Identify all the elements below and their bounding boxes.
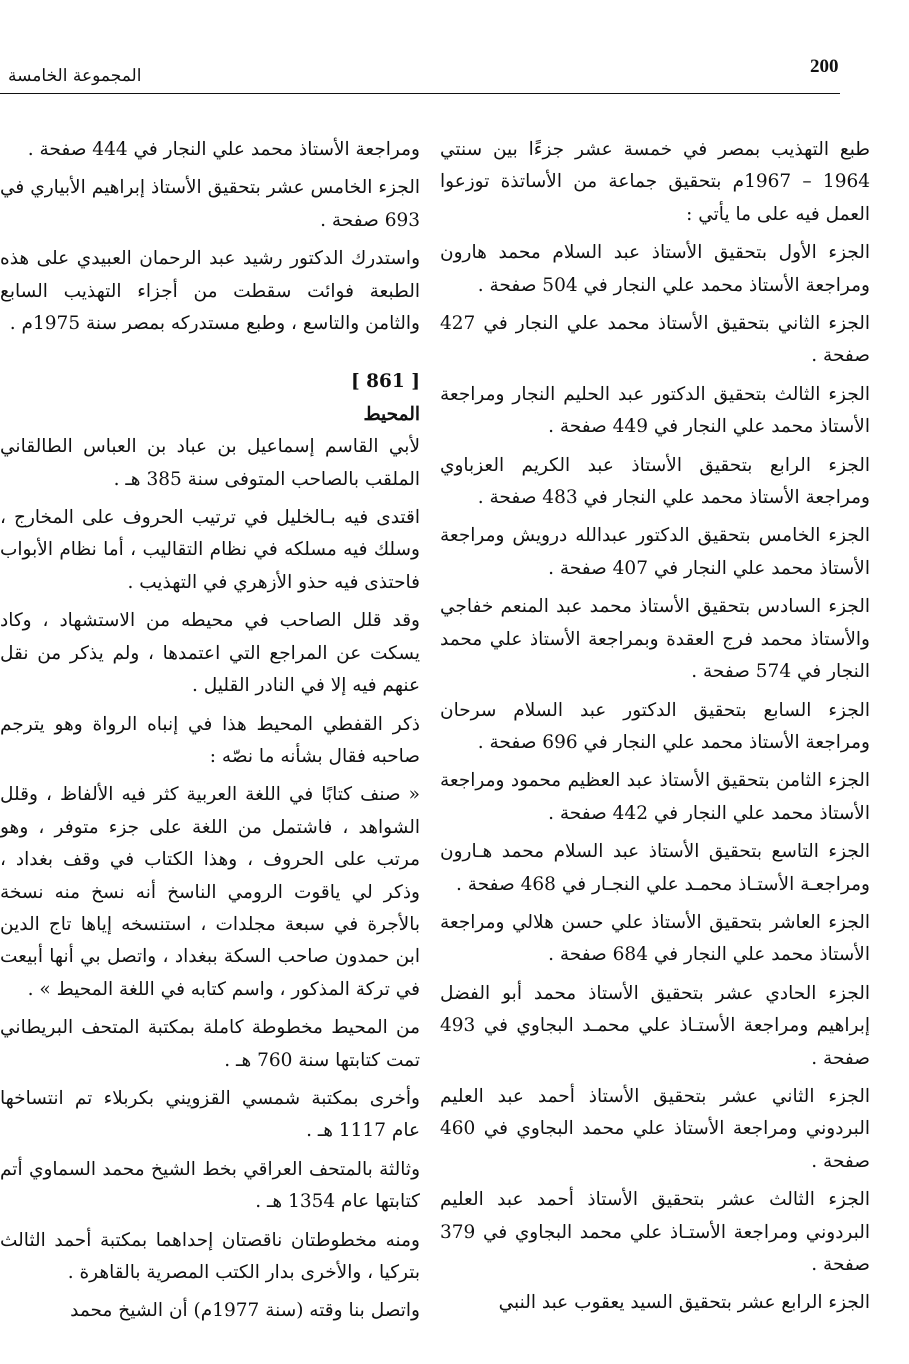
page-header xyxy=(0,48,909,96)
paragraph: وثالثة بالمتحف العراقي بخط الشيخ محمد السماوي أتم كتابتها عام 1354 هـ . xyxy=(0,1158,420,1213)
quote-paragraph: « صنف كتابًا في اللغة العربية كثر فيه الألفاظ ، وقلل الشواهد ، فاشتمل من اللغة على جزء متوفر ، وهو مرتب على الحروف ، وهذا الكتاب في وقف بغداد ، وذكر لي ياقوت الرومي الناسخ أنه نسخ منه نسخة بالأجرة في سبعة مجلدات ، استنسخه إياها تاج الدين ابن حمدون صاحب السكة ببغداد ، واتصل بي أنها أبيعت في تركة المذكور ، واسم كتابه في اللغة المحيط » . xyxy=(0,784,420,1000)
paragraph: الجزء السابع بتحقيق الدكتور عبد السلام سرحان ومراجعة الأستاذ محمد علي النجار في 696 صفحة . xyxy=(440,699,870,753)
running-head: المجموعة الخامسة xyxy=(8,66,142,86)
paragraph: الجزء الخامس عشر بتحقيق الأستاذ إبراهيم الأبياري في 693 صفحة . xyxy=(0,177,420,231)
paragraph: واتصل بنا وقته (سنة 1977م) أن الشيخ محمد xyxy=(70,1300,420,1322)
paragraph: الجزء العاشر بتحقيق الأستاذ علي حسن هلالي ومراجعة الأستاذ محمد علي النجار في 684 صفحة . xyxy=(440,911,870,966)
paragraph: الجزء الحادي عشر بتحقيق الأستاذ محمد أبو الفضل إبراهيم ومراجعة الأستـاذ علي محمـد البجاوي في 493 صفحة . xyxy=(440,982,870,1069)
left-column xyxy=(0,134,420,1334)
paragraph: طبع التهذيب بمصر في خمسة عشر جزءًا بين سنتي 1964 – 1967م بتحقيق جماعة من الأساتذة توزعوا العمل فيه على ما يأتي : xyxy=(440,139,871,225)
entry-title: المحيط xyxy=(363,403,420,425)
header-rule xyxy=(0,93,840,94)
paragraph: الجزء الثاني عشر بتحقيق الأستاذ أحمد عبد العليم البردوني ومراجعة الأستاذ علي محمد البجاوي في 460 صفحة . xyxy=(440,1085,870,1172)
paragraph: الجزء الخامس بتحقيق الدكتور عبدالله درويش ومراجعة الأستاذ محمد علي النجار في 407 صفحة . xyxy=(440,525,870,579)
paragraph: ومراجعة الأستاذ محمد علي النجار في 444 صفحة . xyxy=(27,139,420,160)
paragraph: ذكر القفطي المحيط هذا في إنباه الرواة وهو يترجم صاحبه فقال بشأنه ما نصّه : xyxy=(0,713,420,767)
paragraph: الجزء الثامن بتحقيق الأستاذ عبد العظيم محمود ومراجعة الأستاذ محمد علي النجار في 442 صفحة . xyxy=(440,770,870,824)
paragraph: الجزء الثاني بتحقيق الأستاذ محمد علي النجار في 427 صفحة . xyxy=(440,313,870,367)
paragraph: الجزء الرابع عشر بتحقيق السيد يعقوب عبد النبي xyxy=(498,1292,870,1314)
paragraph: واستدرك الدكتور رشيد عبد الرحمان العبيدي على هذه الطبعة فوائت سقطت من أجزاء التهذيب السابع والثامن والتاسع ، وطبع مستدركه بمصر سنة 1975م . xyxy=(0,248,420,335)
entry-number: [ 861 ] xyxy=(350,371,420,393)
paragraph: اقتدى فيه بـالخليل في ترتيب الحروف على المخارج ، وسلك فيه مسلكه في نظام التقاليب ، أما نظام الأبواب فاحتذى فيه حذو الأزهري في التهذيب . xyxy=(0,507,420,593)
right-column xyxy=(440,134,870,1326)
paragraph: الجزء السادس بتحقيق الأستاذ محمد عبد المنعم خفاجي والأستاذ محمد فرج العقدة وبمراجعة الأستاذ علي محمد النجار في 574 صفحة . xyxy=(440,596,870,683)
page-number: 200 xyxy=(810,56,839,77)
paragraph: الجزء الثالث عشر بتحقيق الأستاذ أحمد عبد العليم البردوني ومراجعة الأستـاذ علي محمد البجاوي في 379 صفحة . xyxy=(440,1189,870,1275)
paragraph: الجزء الأول بتحقيق الأستاذ عبد السلام محمد هارون ومراجعة الأستاذ محمد علي النجار في 504 صفحة . xyxy=(440,242,870,296)
paragraph: ومنه مخطوطتان ناقصتان إحداهما بمكتبة أحمد الثالث بتركيا ، والأخرى بدار الكتب المصرية بالقاهرة . xyxy=(0,1229,420,1283)
paragraph: الجزء التاسع بتحقيق الأستاذ عبد السلام محمد هـارون ومراجعـة الأستـاذ محمـد علي النجـار في 468 صفحة . xyxy=(440,841,870,895)
paragraph: من المحيط مخطوطة كاملة بمكتبة المتحف البريطاني تمت كتابتها سنة 760 هـ . xyxy=(0,1017,420,1071)
paragraph: وأخرى بمكتبة شمسي القزويني بكربلاء تم انتساخها عام 1117 هـ . xyxy=(0,1087,420,1142)
paragraph: الجزء الرابع بتحقيق الأستاذ عبد الكريم العزباوي ومراجعة الأستاذ محمد علي النجار في 483 صفحة . xyxy=(440,454,870,509)
paragraph: الجزء الثالث بتحقيق الدكتور عبد الحليم النجار ومراجعة الأستاذ محمد علي النجار في 449 صفحة . xyxy=(440,383,870,438)
paragraph: لأبي القاسم إسماعيل بن عباد بن العباس الطالقاني الملقب بالصاحب المتوفى سنة 385 هـ . xyxy=(0,436,420,490)
paragraph: وقد قلل الصاحب في محيطه من الاستشهاد ، وكاد يسكت عن المراجع التي اعتمدها ، ولم يذكر من نقل عنهم فيه إلا في النادر القليل . xyxy=(0,610,420,697)
